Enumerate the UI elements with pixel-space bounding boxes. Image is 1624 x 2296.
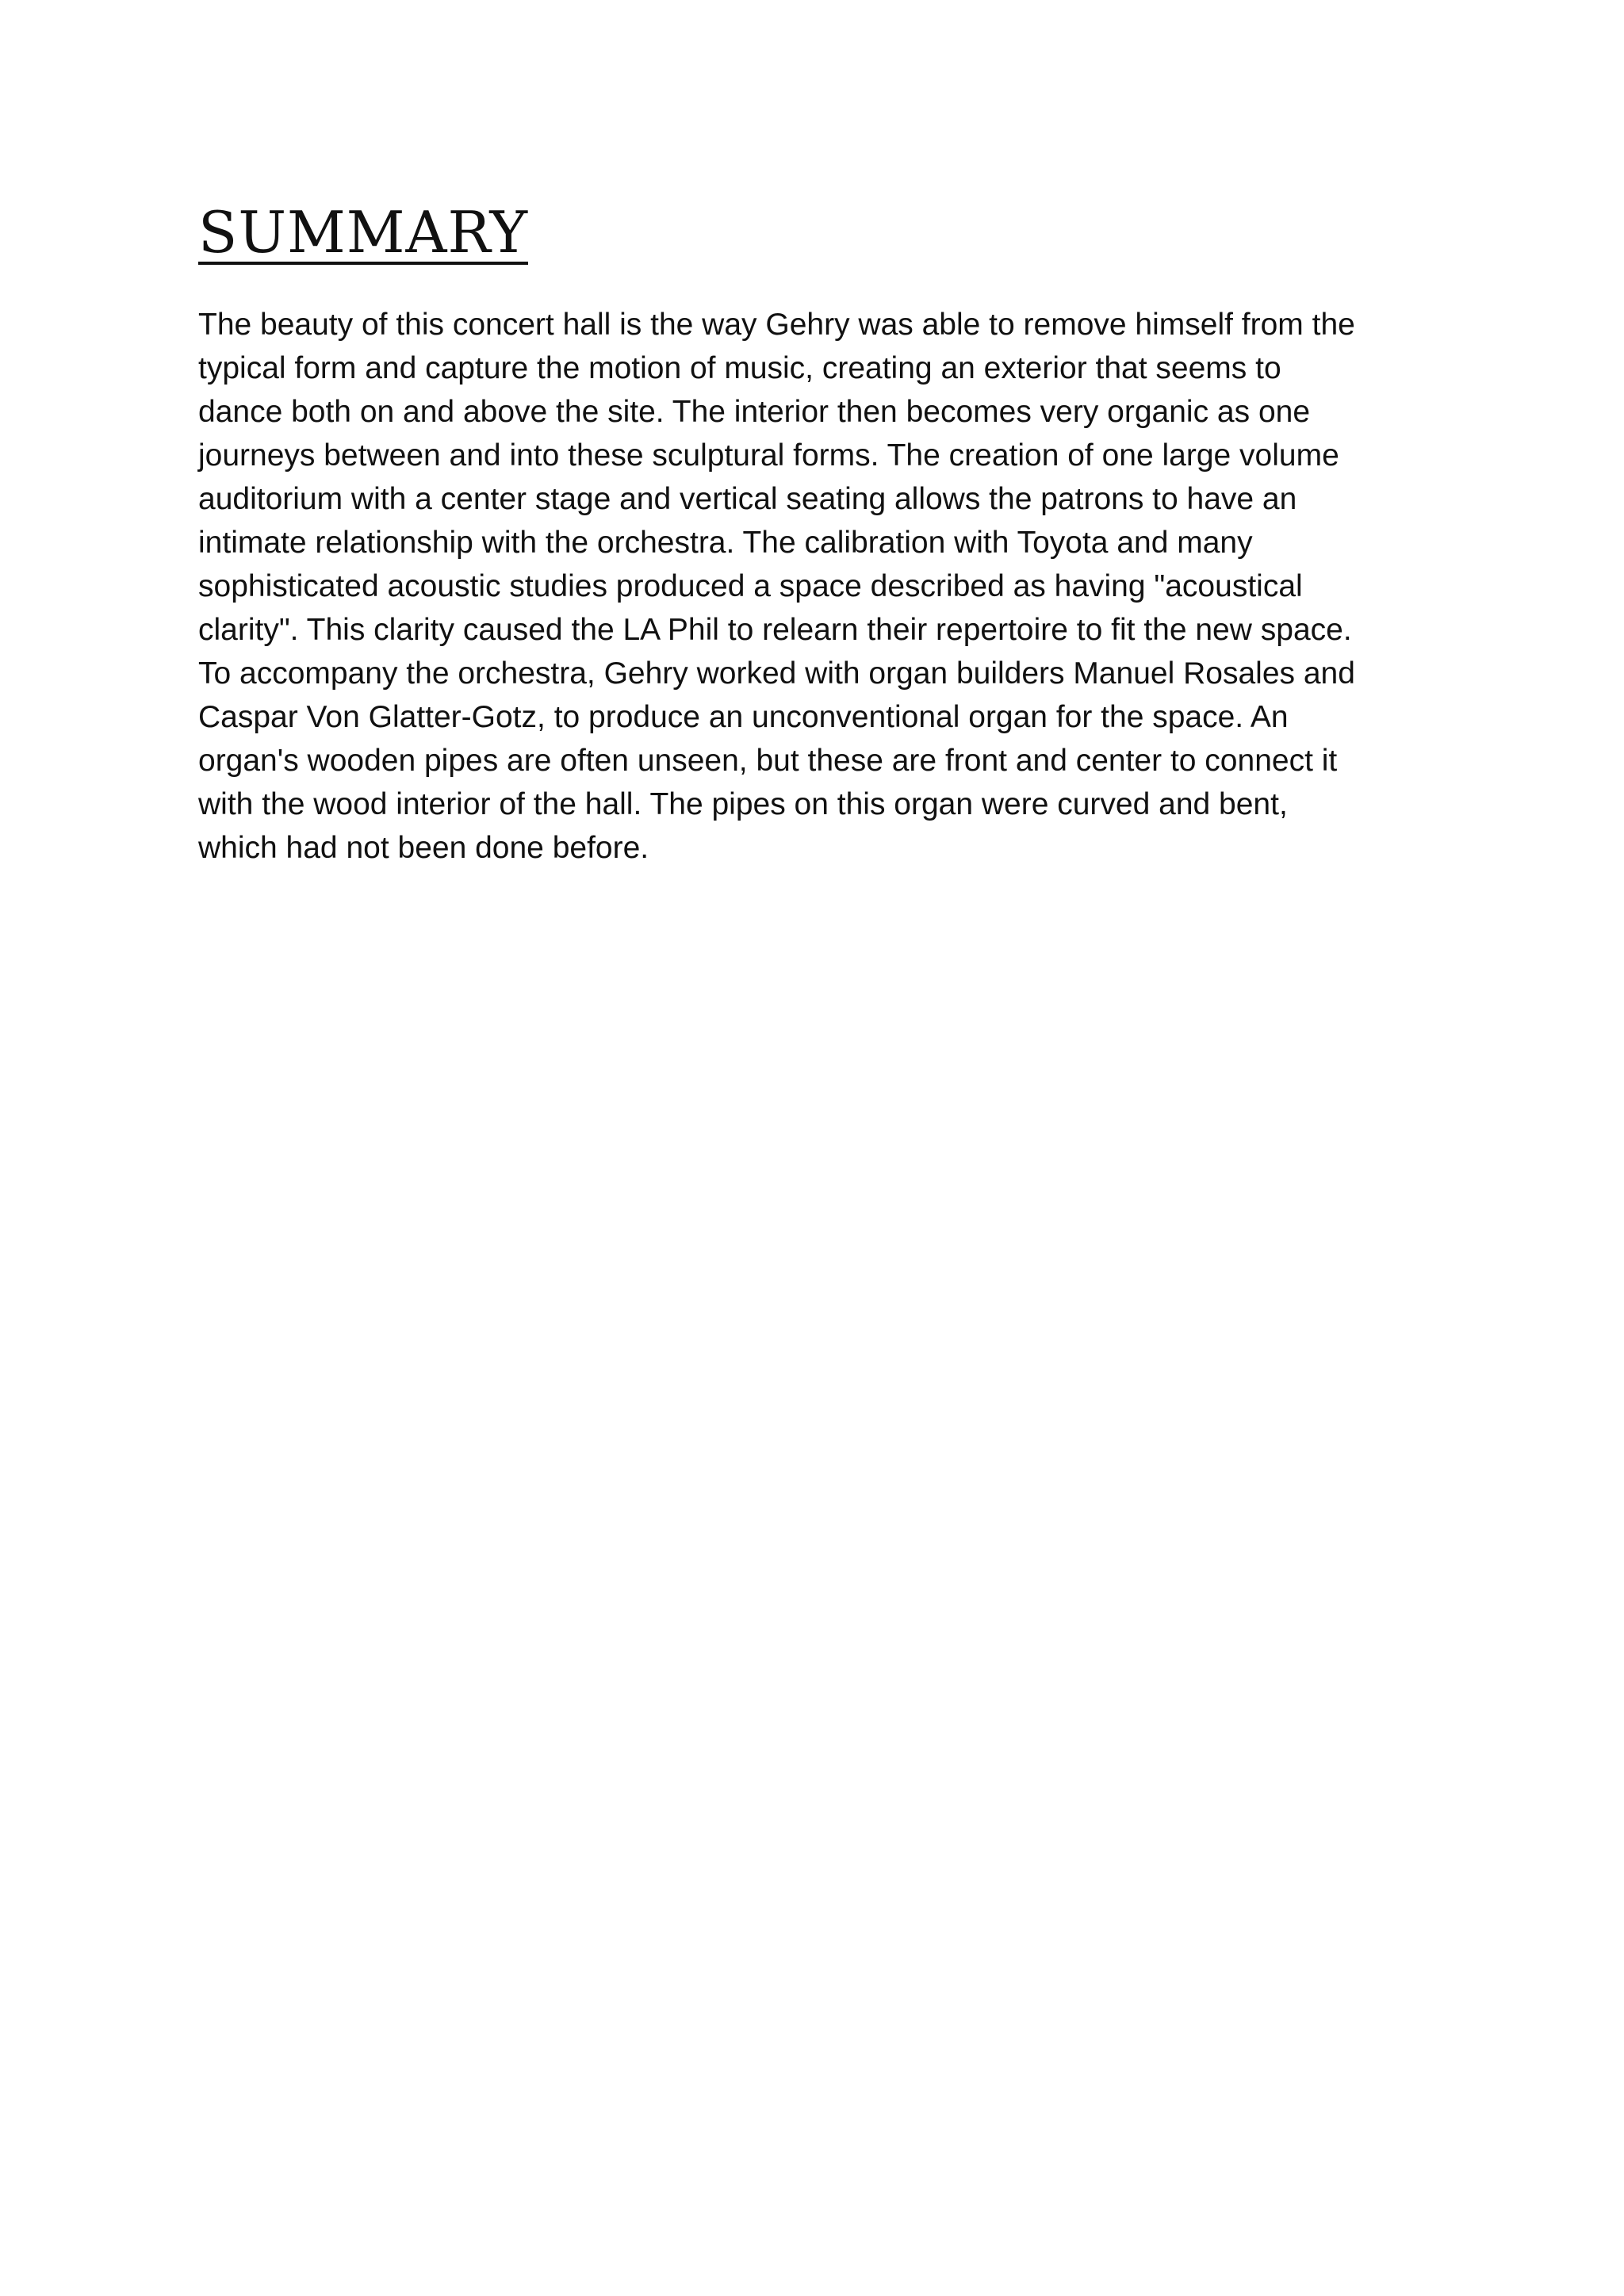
paragraph-line: To accompany the orchestra, Gehry worked with organ builders Manuel Rosales and — [198, 656, 1355, 691]
paragraph-line: intimate relationship with the orchestra. The calibration with Toyota and many — [198, 526, 1253, 560]
paragraph-line: dance both on and above the site. The interior then becomes very organic as one — [198, 395, 1311, 429]
paragraph-line: journeys between and into these sculptural forms. The creation of one large volume — [198, 438, 1339, 473]
paragraph-line: The beauty of this concert hall is the way Gehry was able to remove himself from the — [198, 308, 1355, 342]
paragraph-line: with the wood interior of the hall. The pipes on this organ were curved and bent, — [198, 787, 1288, 821]
paragraph-line: clarity". This clarity caused the LA Phil to relearn their repertoire to fit the new space. — [198, 613, 1352, 647]
paragraph-line: auditorium with a center stage and vertical seating allows the patrons to have an — [198, 482, 1297, 516]
paragraph-line: organ's wooden pipes are often unseen, but these are front and center to connect it — [198, 744, 1338, 778]
page-title: SUMMARY — [198, 199, 528, 266]
paragraph-line: sophisticated acoustic studies produced a space described as having "acoustical — [198, 569, 1303, 603]
paragraph-line: which had not been done before. — [198, 831, 649, 865]
paragraph-line: typical form and capture the motion of music, creating an exterior that seems to — [198, 351, 1281, 385]
summary-paragraph — [198, 303, 1467, 870]
paragraph-line: Caspar Von Glatter-Gotz, to produce an unconventional organ for the space. An — [198, 700, 1289, 734]
